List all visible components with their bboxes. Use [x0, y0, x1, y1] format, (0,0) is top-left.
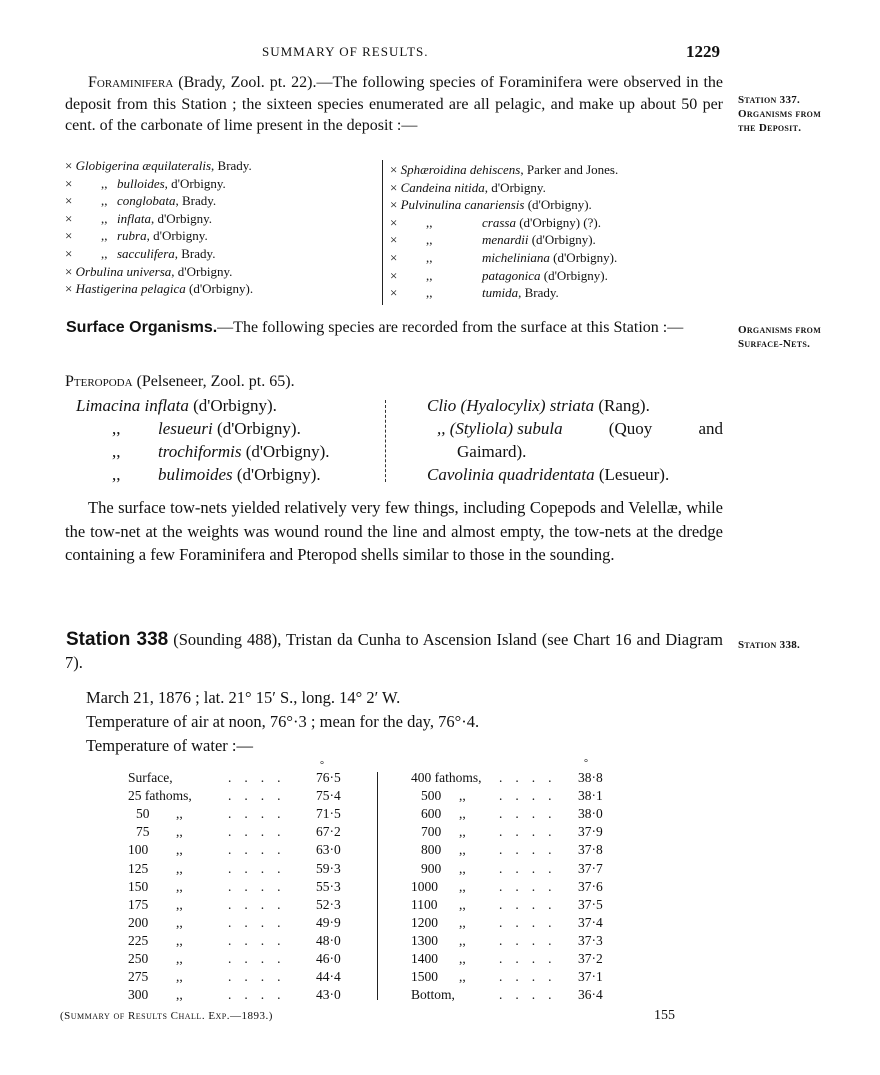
column-divider — [377, 772, 378, 1000]
depth-cell: 400 fathoms, — [411, 770, 482, 785]
ditto-mark: ,, — [426, 232, 433, 248]
depth-cell: 150 — [128, 878, 149, 894]
ditto-mark: ,, — [176, 969, 183, 985]
species-item — [65, 245, 253, 263]
species-rest — [482, 214, 601, 232]
margin-note-line: Organisms from — [738, 324, 822, 336]
temperature-cell: 37·3 — [578, 932, 603, 948]
pteropod-author: Gaimard). — [457, 442, 527, 461]
species-genus: Globigerina — [72, 158, 143, 173]
leader-dots: .... — [499, 914, 565, 930]
depth-cell: 700 — [421, 824, 442, 840]
depth-cell: 1500 — [411, 969, 438, 985]
ditto-mark: ,, — [176, 914, 183, 930]
temperature-cell: 36·4 — [578, 987, 603, 1003]
leader-dots: .... — [228, 932, 294, 948]
depth-cell: 125 — [128, 860, 149, 876]
species-item — [65, 227, 253, 245]
cross-mark: × — [65, 193, 73, 209]
species-author: (d'Orbigny). — [540, 267, 608, 283]
pteropod-rest — [158, 440, 329, 463]
ditto-mark: ,, — [176, 896, 183, 912]
leader-dots: .... — [228, 969, 294, 985]
depth-cell: 25 fathoms, — [128, 788, 192, 804]
temperature-cell: 46·0 — [316, 951, 341, 966]
depth-cell: 600 — [421, 806, 442, 822]
pteropod-name: lesueuri — [158, 419, 213, 438]
species-rest — [482, 249, 617, 267]
temperature-cell: 37·4 — [578, 914, 603, 930]
ditto-mark: ,, — [176, 824, 183, 840]
depth-cell: 100 — [128, 842, 149, 858]
species-item — [390, 179, 618, 197]
species-author: , d'Orbigny. — [484, 179, 546, 195]
leader-dots: .... — [499, 860, 565, 876]
depth-cell: 1300 — [411, 932, 438, 948]
water-temperature-heading: Temperature of water :— — [86, 736, 253, 755]
depth-cell: 200 — [128, 914, 149, 930]
species-name: inflata — [117, 210, 151, 226]
species-rest — [117, 210, 212, 228]
pteropod-author: (Rang). — [594, 396, 650, 415]
pteropod-author: (d'Orbigny). — [188, 396, 277, 415]
cross-mark: × — [390, 232, 398, 248]
depth-cell: 275 — [128, 969, 149, 985]
species-rest — [482, 267, 608, 285]
margin-note-line: the Deposit. — [738, 122, 802, 134]
depth-cell: 250 — [128, 951, 149, 966]
species-name: bulloides — [117, 175, 165, 191]
depth-cell: 175 — [128, 896, 149, 912]
leader-dots: .... — [499, 951, 565, 966]
species-name: crassa — [482, 214, 516, 230]
depth-cell: 1100 — [411, 896, 438, 912]
temperature-cell: 37·7 — [578, 860, 603, 876]
surface-text: —The following species are recorded from the surface at this Station :— — [217, 319, 684, 336]
cross-mark: × — [390, 249, 398, 265]
temperature-cell: 59·3 — [316, 860, 341, 876]
temperature-cell: 37·9 — [578, 824, 603, 840]
species-item — [390, 231, 618, 249]
pteropod-rest — [158, 463, 321, 486]
temperature-cell: 49·9 — [316, 914, 341, 930]
cross-mark: × — [65, 175, 73, 191]
cross-mark: × — [65, 228, 73, 244]
ditto-mark: ,, — [176, 951, 183, 966]
leader-dots: .... — [499, 824, 565, 840]
ditto-mark: ,, — [459, 969, 466, 985]
leader-dots: .... — [499, 806, 565, 822]
depth-cell: 300 — [128, 987, 149, 1003]
depth-cell: 1000 — [411, 878, 438, 894]
depth-cell: 900 — [421, 860, 442, 876]
species-author: , Brady. — [518, 285, 559, 301]
species-item — [390, 214, 618, 232]
leader-dots: .... — [228, 987, 294, 1003]
leader-dots: .... — [499, 969, 565, 985]
leader-dots: .... — [228, 896, 294, 912]
depth-cell: 1400 — [411, 951, 438, 966]
ditto-mark: ,, — [176, 860, 183, 876]
temperature-cell: 55·3 — [316, 878, 341, 894]
pteropod-rest — [158, 417, 301, 440]
pteropod-item — [76, 463, 321, 486]
species-item — [65, 192, 253, 210]
ditto-mark: ,, — [112, 419, 121, 438]
species-name: conglobata — [117, 193, 176, 209]
ditto-mark: ,, — [426, 285, 433, 301]
leader-dots: .... — [228, 806, 294, 822]
temperature-cell: 37·1 — [578, 969, 603, 985]
ditto-mark: ,, — [459, 860, 466, 876]
species-genus: Sphæroidina — [397, 162, 470, 177]
leader-dots: .... — [499, 842, 565, 858]
cross-mark: × — [390, 214, 398, 230]
leader-dots: .... — [228, 951, 294, 966]
ditto-mark: ,, — [459, 932, 466, 948]
ditto-mark: ,, — [459, 824, 466, 840]
species-author: , d'Orbigny. — [146, 228, 208, 244]
leader-dots: .... — [228, 788, 294, 804]
cross-mark: × — [65, 158, 73, 173]
ditto-mark: ,, — [459, 896, 466, 912]
pteropoda-heading: Pteropoda — [65, 373, 133, 390]
ditto-mark: ,, — [101, 175, 108, 191]
sheet-number: 155 — [654, 1008, 675, 1023]
leader-dots: .... — [499, 788, 565, 804]
ditto-mark: ,, — [459, 806, 466, 822]
temperature-cell: 48·0 — [316, 932, 341, 948]
cross-mark: × — [390, 197, 398, 213]
species-genus: Orbulina — [72, 263, 127, 279]
depth-cell: Bottom, — [411, 987, 455, 1003]
species-name: nitida — [454, 179, 485, 195]
pteropod-item — [76, 417, 301, 440]
species-name: micheliniana — [482, 249, 550, 265]
tow-net-paragraph: The surface tow-nets yielded relatively very few things, including Copepods and Velellæ, while the tow-net at the weights was wound round the line and almost empty, the tow-nets at the dredge containing a few Foraminifera and Pteropod shells similar to those in the sounding. — [65, 498, 723, 564]
ditto-mark: ,, — [426, 249, 433, 265]
pteropod-name: Clio (Hyalocylix) striata — [427, 396, 595, 415]
leader-dots: .... — [228, 914, 294, 930]
pteropod-author: (Lesueur). — [594, 465, 670, 484]
pteropod-name: ,, (Styliola) subula — [437, 419, 563, 438]
species-rest — [117, 245, 215, 263]
temperature-cell: 44·4 — [316, 969, 341, 985]
species-rest — [482, 284, 559, 302]
depth-cell: 50 — [136, 806, 150, 822]
degree-mark: ° — [320, 760, 324, 771]
cross-mark: × — [65, 281, 73, 297]
margin-note-line: Surface-Nets. — [738, 338, 811, 350]
species-author: , Brady. — [211, 158, 252, 173]
species-author: , Parker and Jones. — [520, 162, 619, 177]
species-author: , Brady. — [175, 193, 217, 209]
depth-cell: Surface, — [128, 770, 173, 785]
species-author: , d'Orbigny. — [164, 175, 226, 191]
foraminifera-list-right — [390, 161, 618, 302]
foraminifera-paragraph — [65, 72, 723, 137]
cross-mark: × — [65, 263, 73, 279]
pteropod-item — [76, 394, 277, 417]
leader-dots: .... — [228, 824, 294, 840]
ditto-mark: ,, — [112, 442, 121, 461]
leader-dots: .... — [228, 878, 294, 894]
temperature-cell: 37·6 — [578, 878, 603, 894]
ditto-mark: ,, — [459, 878, 466, 894]
species-item — [65, 263, 253, 281]
species-author: (d'Orbigny). — [528, 232, 596, 248]
margin-note-station-337 — [738, 93, 821, 135]
temperature-cell: 38·8 — [578, 770, 603, 785]
station-338-text: (Sounding 488), Tristan da Cunha to Ascension Island (see Chart 16 and Diagram 7). — [65, 630, 723, 672]
station-338-paragraph — [65, 628, 723, 674]
temperature-cell: 76·5 — [316, 770, 341, 785]
species-item — [65, 157, 253, 175]
air-temperature-line: Temperature of air at noon, 76°·3 ; mean for the day, 76°·4. — [86, 712, 480, 731]
foraminifera-heading: Foraminifera — [88, 74, 174, 91]
species-item — [65, 175, 253, 193]
page-number: 1229 — [686, 42, 720, 61]
temperature-cell: 37·5 — [578, 896, 603, 912]
leader-dots: .... — [499, 987, 565, 1003]
surface-paragraph — [65, 317, 723, 339]
pteropoda-list-right — [427, 394, 753, 486]
cross-mark: × — [65, 210, 73, 226]
species-name: patagonica — [482, 267, 541, 283]
pteropod-name: Limacina inflata — [76, 396, 189, 415]
ditto-mark: ,, — [176, 878, 183, 894]
species-author: (d'Orbigny) (?). — [515, 214, 601, 230]
leader-dots: .... — [228, 860, 294, 876]
temperature-cell: 38·0 — [578, 806, 603, 822]
depth-cell: 500 — [421, 788, 442, 804]
ditto-mark: ,, — [426, 267, 433, 283]
ditto-mark: ,, — [459, 914, 466, 930]
surface-heading: Surface Organisms. — [66, 319, 218, 336]
ditto-mark: ,, — [459, 788, 466, 804]
ditto-mark: ,, — [176, 987, 183, 1003]
species-genus: Pulvinulina — [397, 197, 465, 213]
species-author: , d'Orbigny. — [150, 210, 213, 226]
species-name: pelagica — [140, 281, 186, 297]
depth-cell: 225 — [128, 932, 149, 948]
leader-dots: .... — [499, 770, 565, 785]
species-item — [390, 284, 618, 302]
species-name: tumida — [482, 285, 519, 301]
pteropod-name: Cavolinia quadridentata — [427, 465, 595, 484]
temperature-cell: 52·3 — [316, 896, 341, 912]
species-author: (d'Orbigny). — [185, 281, 254, 297]
ditto-mark: ,, — [101, 228, 108, 244]
leader-dots: .... — [499, 878, 565, 894]
pteropod-item — [427, 417, 723, 440]
foraminifera-text: (Brady, Zool. pt. 22).—The following species of Foraminifera were observed in the deposit from this Station ; the sixteen species enumerated are all pelagic, and make up about 50 per cent. of the carbonate of lime present in the deposit :— — [65, 74, 723, 134]
temperature-cell: 75·4 — [316, 788, 341, 804]
depth-cell: 800 — [421, 842, 442, 858]
species-rest — [117, 175, 226, 193]
margin-note-line: Station 337. — [738, 94, 801, 106]
pteropod-author: (d'Orbigny). — [212, 419, 301, 438]
species-item — [65, 210, 253, 228]
pteropoda-reference: (Pelseneer, Zool. pt. 65). — [132, 373, 295, 390]
ditto-mark: ,, — [176, 842, 183, 858]
cross-mark: × — [65, 245, 73, 261]
ditto-mark: ,, — [459, 951, 466, 966]
temperature-cell: 37·8 — [578, 842, 603, 858]
foraminifera-list-left — [65, 157, 253, 298]
species-name: rubra — [117, 228, 147, 244]
station-338-heading: Station 338 — [66, 629, 169, 650]
pteropod-author: (Quoy — [608, 419, 653, 438]
margin-note-surface — [738, 323, 821, 351]
pteropod-item — [427, 463, 723, 486]
species-author: , Brady. — [174, 245, 216, 261]
pteropod-author: and — [698, 419, 723, 438]
cross-mark: × — [390, 179, 398, 195]
pteropod-author: (d'Orbigny). — [232, 465, 321, 484]
ditto-mark: ,, — [176, 932, 183, 948]
pteropoda-heading-line — [65, 371, 295, 393]
leader-dots: .... — [499, 896, 565, 912]
ditto-mark: ,, — [426, 214, 433, 230]
species-item — [65, 280, 253, 298]
species-genus: Candeina — [397, 179, 455, 195]
species-genus: Hastigerina — [72, 281, 141, 297]
pteropod-author: (d'Orbigny). — [241, 442, 330, 461]
degree-mark: ° — [584, 758, 588, 769]
pteropod-item — [427, 440, 753, 463]
species-name: sacculifera — [117, 245, 175, 261]
species-item — [390, 196, 618, 214]
signature-line: (Summary of Results Chall. Exp.—1893.) — [60, 1010, 273, 1022]
depth-cell: 1200 — [411, 914, 438, 930]
ditto-mark: ,, — [459, 842, 466, 858]
species-rest — [117, 192, 216, 210]
cross-mark: × — [390, 285, 398, 301]
temperature-cell: 67·2 — [316, 824, 341, 840]
temperature-cell: 37·2 — [578, 951, 603, 966]
species-item — [390, 161, 618, 179]
temperature-cell: 63·0 — [316, 842, 341, 858]
species-name: universa — [126, 263, 172, 279]
ditto-mark: ,, — [176, 806, 183, 822]
depth-cell: 75 — [136, 824, 150, 840]
leader-dots: .... — [499, 932, 565, 948]
leader-dots: .... — [228, 770, 294, 785]
species-name: dehiscens — [469, 162, 521, 177]
column-divider — [382, 160, 383, 305]
species-item — [390, 267, 618, 285]
species-name: canariensis — [464, 197, 525, 213]
pteropod-item — [76, 440, 330, 463]
temperature-cell: 71·5 — [316, 806, 341, 822]
margin-note-line: Organisms from — [738, 108, 822, 120]
pteropod-name: bulimoides — [158, 465, 233, 484]
ditto-mark: ,, — [112, 465, 121, 484]
ditto-mark: ,, — [101, 210, 108, 226]
species-author: , d'Orbigny. — [171, 263, 233, 279]
running-title: SUMMARY OF RESULTS. — [262, 44, 429, 59]
pteropod-name: trochiformis — [158, 442, 242, 461]
species-name: menardii — [482, 232, 529, 248]
temperature-cell: 43·0 — [316, 987, 341, 1003]
column-divider — [385, 400, 386, 482]
pteropoda-list-left — [76, 394, 330, 486]
margin-note-station-338: Station 338. — [738, 639, 801, 651]
ditto-mark: ,, — [101, 245, 108, 261]
species-author: (d'Orbigny). — [549, 249, 618, 265]
species-name: æquilateralis — [142, 158, 212, 173]
temperature-cell: 38·1 — [578, 788, 603, 804]
cross-mark: × — [390, 267, 398, 283]
date-position-line: March 21, 1876 ; lat. 21° 15′ S., long. 14° 2′ W. — [86, 688, 401, 707]
species-rest — [117, 227, 208, 245]
leader-dots: .... — [228, 842, 294, 858]
species-rest — [482, 231, 596, 249]
species-author: (d'Orbigny). — [524, 197, 592, 213]
cross-mark: × — [390, 162, 398, 177]
ditto-mark: ,, — [101, 193, 108, 209]
species-item — [390, 249, 618, 267]
pteropod-item — [427, 394, 723, 417]
